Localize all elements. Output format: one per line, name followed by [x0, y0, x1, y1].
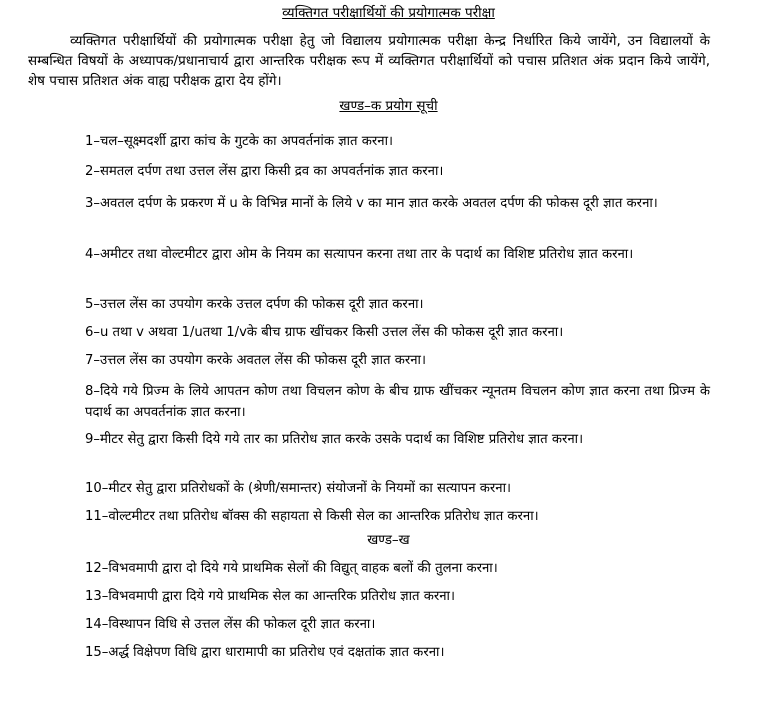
- experiment-item-1: 1–चल–सूक्ष्मदर्शी द्वारा कांच के गुटके का अपवर्तनांक ज्ञात करना।: [85, 134, 393, 149]
- section-a-heading: खण्ड–क प्रयोग सूची: [339, 98, 438, 114]
- experiment-item-9: 9–मीटर सेतु द्वारा किसी दिये गये तार का प्रतिरोध ज्ञात करके उसके पदार्थ का विशिष्ट प्रतिरोध ज्ञात करना।: [85, 432, 584, 447]
- experiment-item-13: 13–विभवमापी द्वारा दिये गये प्राथमिक सेल का आन्तरिक प्रतिरोध ज्ञात करना।: [85, 589, 455, 604]
- experiment-item-14: 14–विस्थापन विधि से उत्तल लेंस की फोकल दूरी ज्ञात करना।: [85, 617, 376, 632]
- experiment-item-8: 8–दिये गये प्रिज्म के लिये आपतन कोण तथा विचलन कोण के बीच ग्राफ खींचकर न्यूनतम विचलन कोण ज्ञात करना तथा प्रिज्म के पदार्थ का अपवर्तनांक ज्ञात करना।: [85, 384, 710, 420]
- experiment-item-10: 10–मीटर सेतु द्वारा प्रतिरोधकों के (श्रेणी/समान्तर) संयोजनों के नियमों का सत्यापन करना।: [85, 481, 512, 496]
- experiment-item-5: 5–उत्तल लेंस का उपयोग करके उत्तल दर्पण की फोकस दूरी ज्ञात करना।: [85, 297, 424, 312]
- experiment-item-2: 2–समतल दर्पण तथा उत्तल लेंस द्वारा किसी द्रव का अपवर्तनांक ज्ञात करना।: [85, 164, 444, 179]
- experiment-item-15: 15–अर्द्ध विक्षेपण विधि द्वारा धारामापी का प्रतिरोध एवं दक्षतांक ज्ञात करना।: [85, 645, 445, 660]
- experiment-item-6: 6–u तथा v अथवा 1/uतथा 1/vके बीच ग्राफ खींचकर किसी उत्तल लेंस की फोकस दूरी ज्ञात करना।: [85, 325, 564, 340]
- experiment-item-3: 3–अवतल दर्पण के प्रकरण में u के विभिन्न मानों के लिये v का मान ज्ञात करके अवतल दर्पण की फोकस दूरी ज्ञात करना।: [85, 196, 658, 211]
- section-b-heading: खण्ड–ख: [367, 532, 410, 548]
- page-title: व्यक्तिगत परीक्षार्थियों की प्रयोगात्मक परीक्षा: [282, 5, 495, 21]
- experiment-item-11: 11–वोल्टमीटर तथा प्रतिरोध बॉक्स की सहायता से किसी सेल का आन्तरिक प्रतिरोध ज्ञात करना।: [85, 509, 539, 524]
- experiment-item-12: 12–विभवमापी द्वारा दो दिये गये प्राथमिक सेलों की विद्युत् वाहक बलों की तुलना करना।: [85, 561, 498, 576]
- experiment-item-7: 7–उत्तल लेंस का उपयोग करके अवतल लेंस की फोकस दूरी ज्ञात करना।: [85, 353, 426, 368]
- experiment-item-4: 4–अमीटर तथा वोल्टमीटर द्वारा ओम के नियम का सत्यापन करना तथा तार के पदार्थ का विशिष्ट प्रतिरोध ज्ञात करना।: [85, 247, 634, 262]
- intro-paragraph: व्यक्तिगत परीक्षार्थियों की प्रयोगात्मक परीक्षा हेतु जो विद्यालय प्रयोगात्मक परीक्षा केन्द्र निर्धारित किये जायेंगे, उन विद्यालयों के सम्बन्धित विषयों के अध्यापक/प्रधानाचार्य द्वारा आन्तरिक परीक्षक रूप में व्यक्तिगत परीक्षार्थियों को पचास प्रतिशत अंक प्रदान किये जायेंगे, शेष पचास प्रतिशत अंक वाह्य परीक्षक द्वारा देय होंगे।: [28, 33, 710, 89]
